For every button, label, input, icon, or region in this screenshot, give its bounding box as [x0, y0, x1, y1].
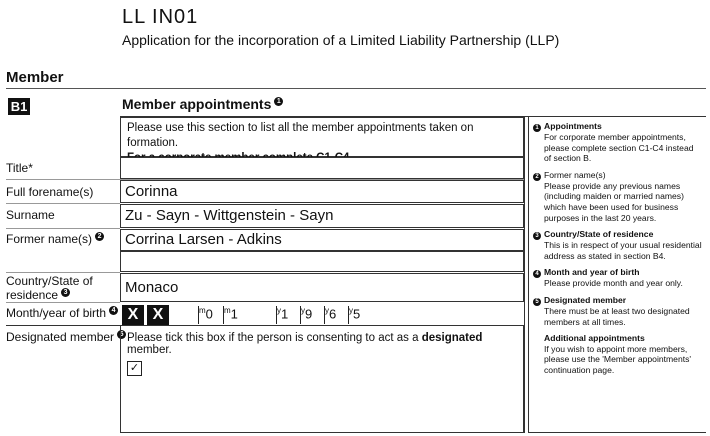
designated-label-text: Designated member: [6, 330, 115, 344]
note-title-additional: Additional appointments: [544, 333, 645, 344]
note-marker-1: 1: [274, 97, 283, 106]
designated-box: [120, 325, 524, 433]
row-divider: [6, 302, 120, 303]
title-field[interactable]: [120, 157, 524, 179]
year-sup: y: [325, 306, 329, 315]
surname-label: Surname: [6, 208, 55, 222]
note-title-designated: Designated member: [544, 294, 627, 305]
note-title-dob: Month and year of birth: [544, 267, 640, 278]
note-body-country: This is in respect of your usual residential address as stated in section B4.: [544, 240, 702, 261]
row-divider: [6, 203, 120, 204]
row-divider: [6, 272, 120, 273]
designated-checkbox[interactable]: ✓: [127, 361, 142, 376]
dob-month-digit-1[interactable]: [198, 306, 223, 324]
note-body-former-names: Please provide any previous names (including maiden or married names) which have been used for business purposes in the last 20 years.: [544, 180, 684, 223]
section-heading: [122, 96, 283, 112]
dob-label: [6, 306, 118, 320]
form-code: LL IN01: [122, 6, 199, 28]
row-divider: [6, 228, 120, 229]
note-number-4: 4: [533, 270, 541, 278]
designated-text-bold: designated: [421, 332, 483, 344]
country-label-line-1: Country/State of: [6, 274, 93, 288]
country-label: [6, 275, 93, 302]
former-names-label: [6, 232, 104, 246]
note-body-appointments: For corporate member appointments, please complete section C1-C4 instead of section B.: [544, 132, 694, 164]
forename-label: Full forename(s): [6, 185, 94, 199]
note-title-country: Country/State of residence: [544, 229, 654, 240]
intro-text: [120, 117, 524, 157]
surname-field[interactable]: Zu - Sayn - Wittgenstein - Sayn: [120, 204, 524, 228]
note-number-3: 3: [533, 232, 541, 240]
dob-year-digit-1[interactable]: [276, 306, 301, 324]
year-digit: 9: [305, 306, 313, 322]
designated-label: [6, 330, 126, 344]
column-divider: [524, 117, 525, 433]
designated-text-post: member.: [127, 344, 172, 356]
note-number-2: 2: [533, 173, 541, 181]
forename-field[interactable]: Corinna: [120, 180, 524, 203]
note-number-5: 5: [533, 298, 541, 306]
form-title: Application for the incorporation of a Limited Liability Partnership (LLP): [122, 32, 560, 48]
former-names-label-text: Former name(s): [6, 232, 93, 246]
dob-day-box-1: X: [122, 305, 144, 325]
note-title-appointments: Appointments: [544, 121, 602, 131]
note-body-designated: There must be at least two designated members at all times.: [544, 305, 690, 327]
year-sup: y: [277, 306, 281, 315]
dob-year-digit-4[interactable]: [348, 306, 373, 324]
title-label: Title*: [6, 161, 33, 175]
dob-month-digit-2[interactable]: [223, 306, 248, 324]
month-digit: 0: [205, 306, 213, 322]
note-marker-5: 5: [117, 330, 126, 339]
dob-year-digit-3[interactable]: [324, 306, 349, 324]
note-body-additional: If you wish to appoint more members, please use the 'Member appointments' continuation page.: [544, 343, 692, 375]
former-names-field-2[interactable]: [120, 251, 524, 272]
note-body-dob: Please provide month and year only.: [544, 278, 683, 289]
year-digit: 1: [281, 306, 289, 322]
dob-year-digit-2[interactable]: [300, 306, 325, 324]
month-sup: m: [199, 306, 206, 315]
year-sup: y: [301, 306, 305, 315]
section-box-label: B1: [8, 98, 30, 115]
year-sup: y: [349, 306, 353, 315]
note-title-former-names: Former name(s): [544, 169, 606, 180]
section-rule: [6, 88, 706, 89]
designated-instruction: [127, 332, 517, 356]
year-digit: 5: [353, 306, 361, 322]
intro-line-1: Please use this section to list all the member appointments taken on formation.: [127, 122, 474, 149]
section-heading-text: Member appointments: [122, 96, 272, 112]
note-number-1: 1: [533, 124, 541, 132]
dob-day-box-2: X: [147, 305, 169, 325]
country-field[interactable]: Monaco: [120, 273, 524, 302]
note-marker-4: 4: [109, 306, 118, 315]
year-digit: 6: [329, 306, 337, 322]
section-title: Member: [6, 69, 64, 86]
note-marker-2: 2: [95, 232, 104, 241]
notes-panel: [528, 117, 706, 433]
dob-label-text: Month/year of birth: [6, 306, 107, 320]
note-marker-3: 3: [61, 288, 70, 297]
month-sup: m: [224, 306, 231, 315]
former-names-field[interactable]: Corrina Larsen - Adkins: [120, 229, 524, 251]
designated-text-pre: Please tick this box if the person is consenting to act as a: [127, 332, 422, 344]
country-label-line-2: residence: [6, 288, 59, 302]
month-digit: 1: [230, 306, 238, 322]
